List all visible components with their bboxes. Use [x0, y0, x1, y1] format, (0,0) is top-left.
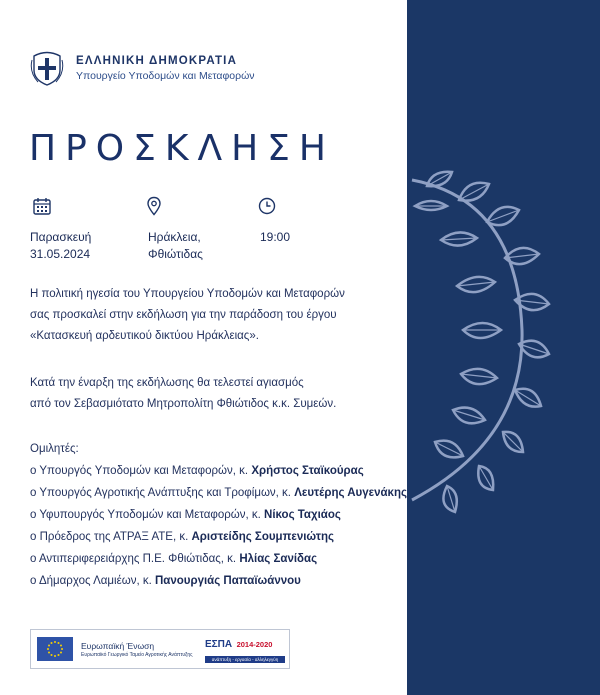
eu-fund-name: Ευρωπαϊκό Γεωργικό Ταμείο Αγροτικής Ανάπτυξης: [81, 651, 193, 658]
event-place-region: Φθιώτιδας: [148, 247, 203, 261]
eu-name: Ευρωπαϊκή Ένωση: [81, 640, 155, 651]
country-name: ΕΛΛΗΝΙΚΗ ΔΗΜΟΚΡΑΤΙΑ: [76, 54, 238, 67]
decorative-panel: [407, 0, 600, 695]
speaker-name: Λευτέρης Αυγενάκης: [294, 487, 407, 499]
speaker-name: Χρήστος Σταϊκούρας: [251, 465, 364, 477]
speaker-item: [30, 504, 407, 526]
paragraph-line: «Κατασκευή αρδευτικού δικτύου Ηράκλειας».: [30, 330, 259, 342]
speaker-item: [30, 548, 407, 570]
espa-tagline: ανάπτυξη - εργασία - αλληλεγγύη: [211, 657, 279, 662]
paragraph-line: από τον Σεβασμιότατο Μητροπολίτη Φθιώτιδος κ.κ. Συμεών.: [30, 398, 337, 410]
event-time: [260, 229, 290, 246]
invitation-paragraph: [30, 284, 345, 347]
speaker-item: [30, 482, 407, 504]
event-place-town: Ηράκλεια,: [148, 230, 201, 244]
speakers-heading: Ομιλητές:: [30, 443, 79, 455]
ministry-name: Υπουργείο Υποδομών και Μεταφορών: [76, 69, 255, 82]
ministry-header: [30, 50, 255, 86]
page-title: ΠΡΟΣΚΛΗΣΗ: [29, 128, 335, 169]
speaker-role: ο Υπουργός Αγροτικής Ανάπτυξης και Τροφίμων, κ.: [30, 487, 295, 499]
speakers-list: [30, 438, 407, 592]
paragraph-line: Η πολιτική ηγεσία του Υπουργείου Υποδομών και Μεταφορών: [30, 288, 345, 300]
espa-logo-text: ΕΣΠΑ: [205, 639, 233, 650]
speaker-name: Νίκος Ταχιάος: [264, 509, 341, 521]
speaker-role: ο Υφυπουργός Υποδομών και Μεταφορών, κ.: [30, 509, 265, 521]
funding-footer: [30, 629, 290, 669]
speaker-name: Ηλίας Σανίδας: [239, 553, 318, 565]
speaker-item: [30, 570, 407, 592]
speaker-name: Αριστείδης Σουμπενιώτης: [191, 531, 334, 543]
speaker-item: [30, 526, 407, 548]
speaker-role: ο Υπουργός Υποδομών και Μεταφορών, κ.: [30, 465, 252, 477]
event-day: Παρασκευή: [30, 230, 92, 244]
clock-icon: [257, 196, 277, 216]
speaker-item: [30, 460, 407, 482]
event-date-value: 31.05.2024: [30, 247, 91, 261]
blessing-paragraph: [30, 373, 336, 415]
paragraph-line: σας προσκαλεί στην εκδήλωση για την παράδοση του έργου: [30, 309, 337, 321]
speaker-role: ο Πρόεδρος της ΑΤΡΑΞ ΑΤΕ, κ.: [30, 531, 192, 543]
event-time-value: 19:00: [260, 230, 291, 244]
eu-flag-icon: [37, 637, 73, 661]
event-place: [148, 229, 203, 263]
speaker-name: Πανουργιάς Παπαϊωάννου: [154, 575, 301, 587]
speaker-role: ο Δήμαρχος Λαμιέων, κ.: [30, 575, 155, 587]
location-pin-icon: [144, 196, 164, 216]
calendar-icon: [32, 196, 52, 216]
laurel-wreath-icon: [407, 0, 600, 695]
espa-logo: [205, 634, 287, 664]
greek-coat-of-arms-icon: [30, 50, 64, 86]
eu-text-block: [81, 641, 199, 658]
event-date: [30, 229, 91, 263]
paragraph-line: Κατά την έναρξη της εκδήλωσης θα τελεστεί αγιασμός: [30, 377, 304, 389]
espa-years: 2014-2020: [236, 640, 273, 649]
speaker-role: ο Αντιπεριφερειάρχης Π.Ε. Φθιώτιδας, κ.: [30, 553, 240, 565]
